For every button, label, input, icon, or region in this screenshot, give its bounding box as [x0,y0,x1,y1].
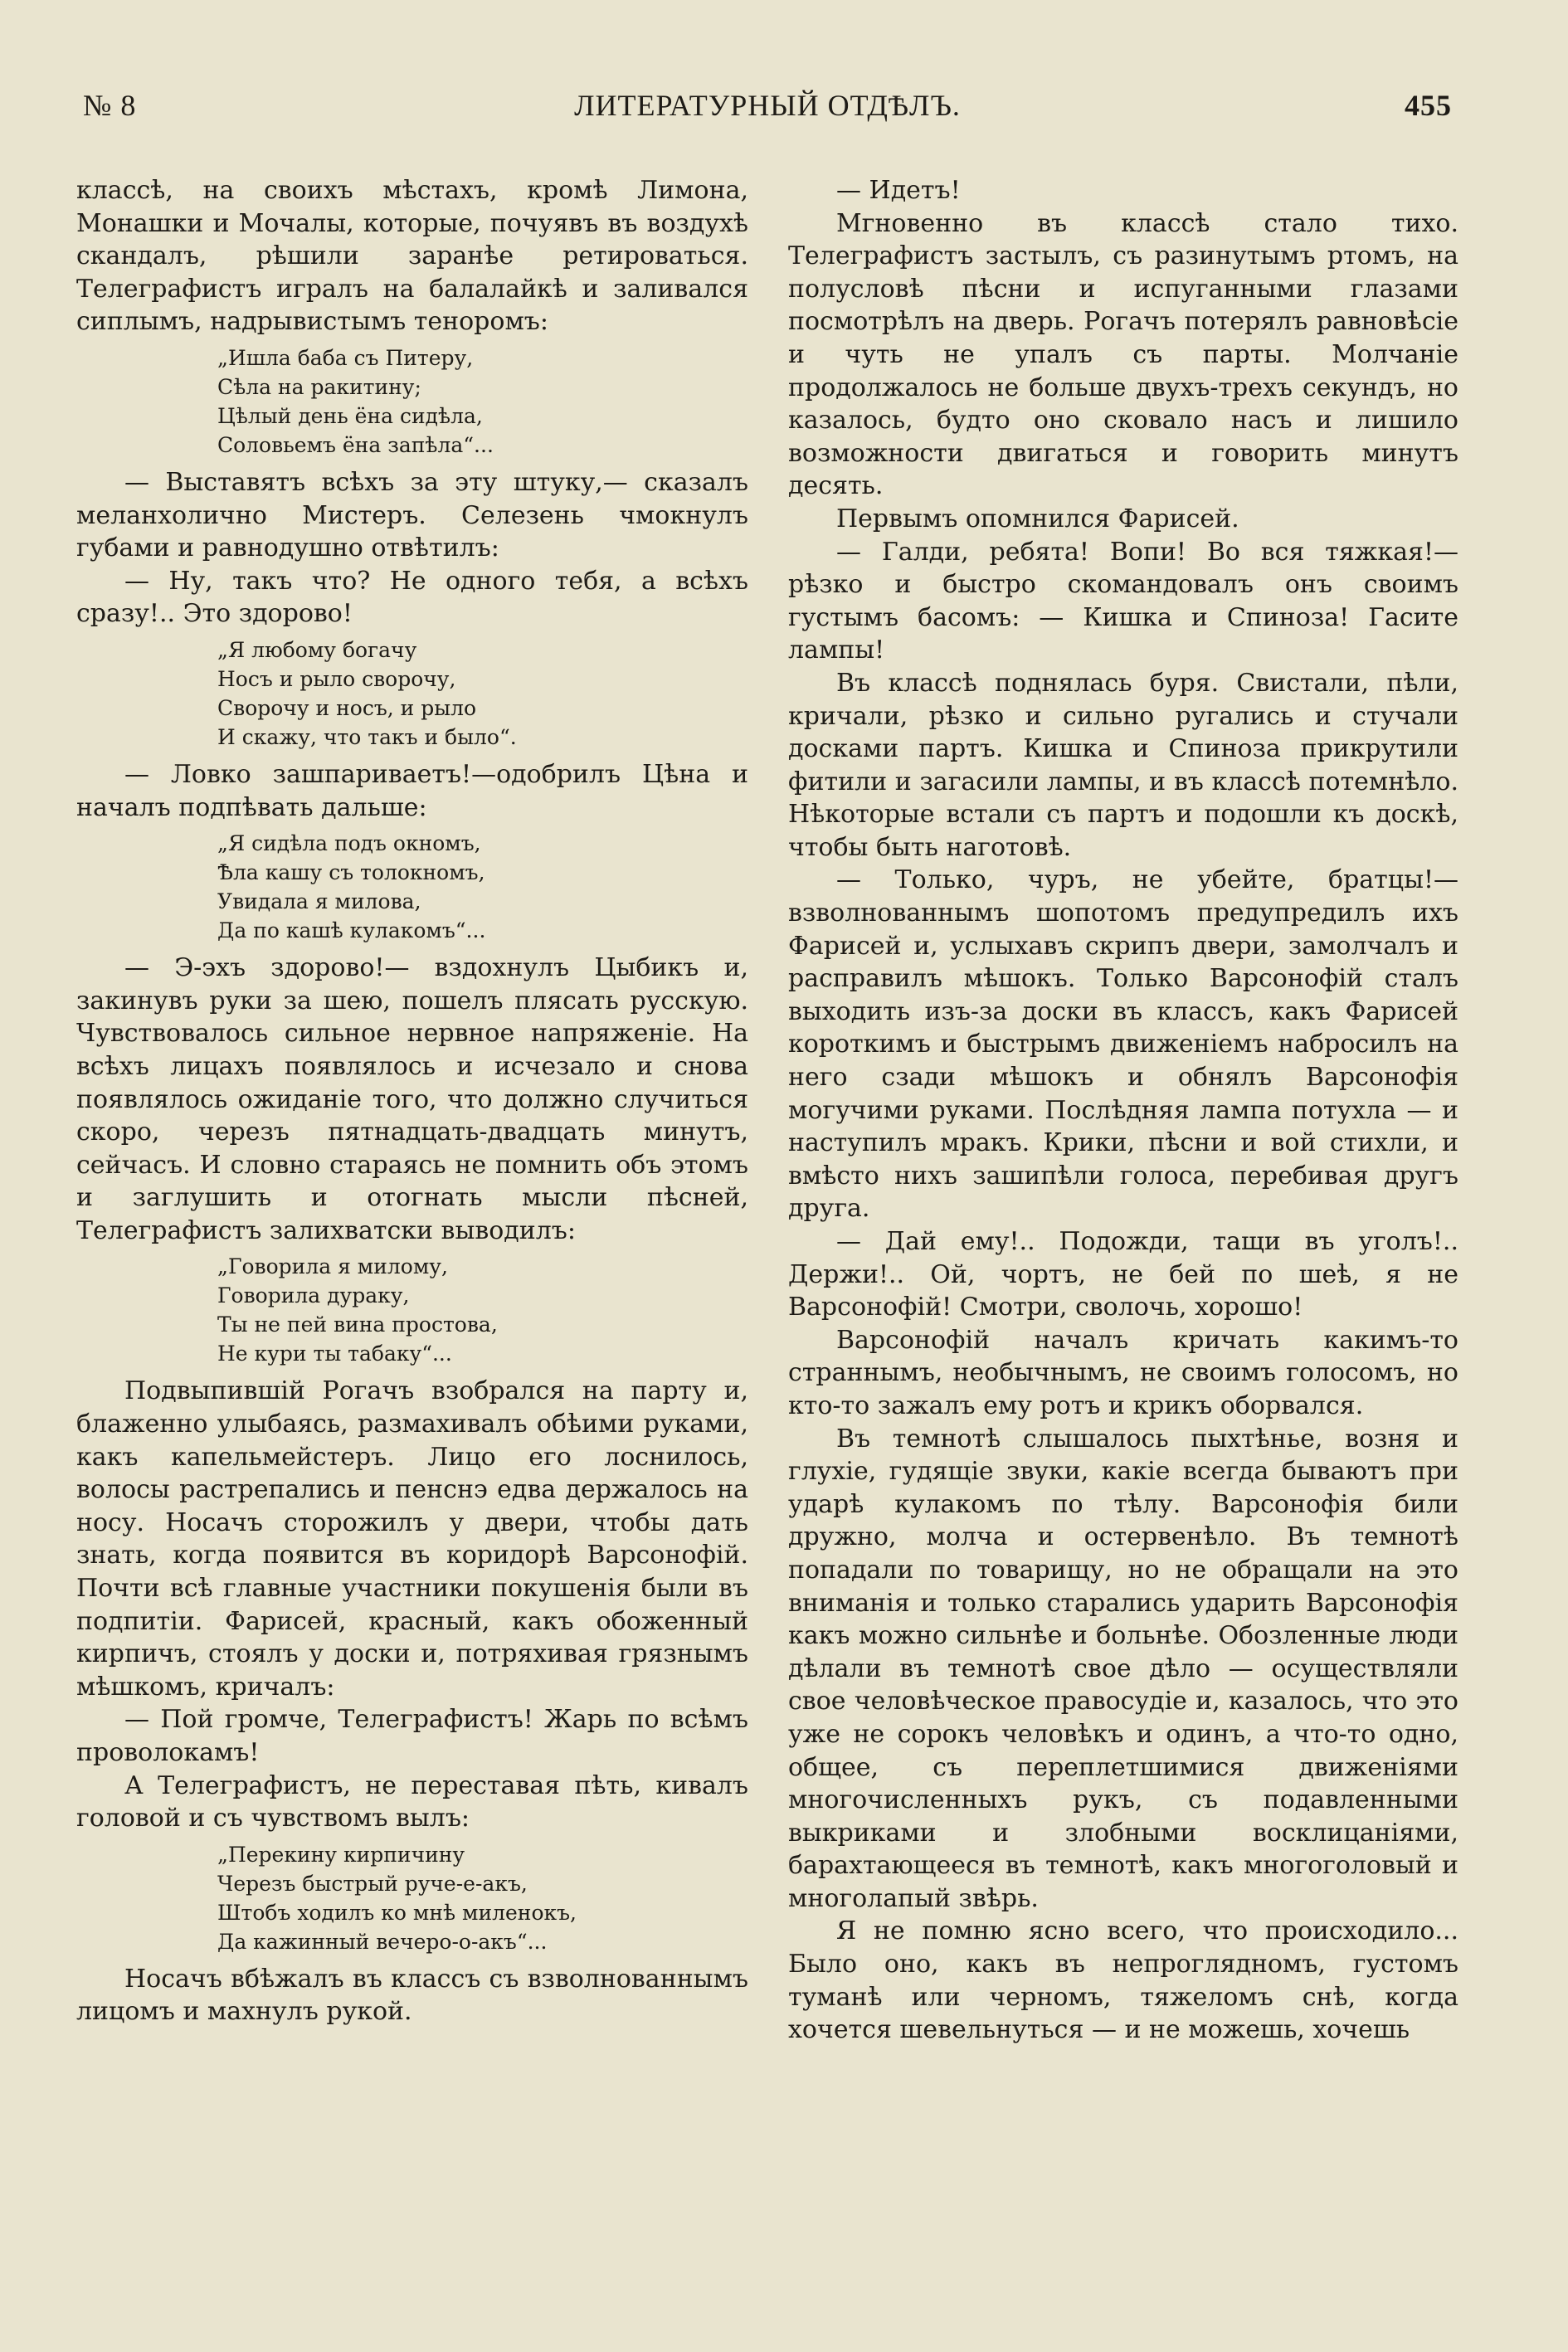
paragraph: — Дай ему!.. Подожди, тащи въ уголъ!.. Держи!.. Ой, чортъ, не бей по шеѣ, я не Варсонофій! Смотри, сволочь, хорошо! [788,1227,1458,1322]
running-header [83,88,1452,131]
paragraph: — Ну, такъ что? Не одного тебя, а всѣхъ сразу!.. Это здорово! [76,566,748,629]
paragraph: Носачъ вбѣжалъ въ классъ съ взволнованнымъ лицомъ и махнулъ рукой. [76,1964,748,2027]
paragraph: Мгновенно въ классѣ стало тихо. Телеграфистъ застылъ, съ разинутымъ ртомъ, на полусловѣ пѣсни и испуганными глазами посмотрѣлъ на дверь. Рогачъ потерялъ равновѣсіе и чуть не упалъ съ парты. Молчаніе продолжалось не больше двухъ-трехъ секундъ, но казалось, будто оно сковало насъ и лишило возможности двигаться и говорить минутъ десять. [788,208,1458,501]
verse-line: Ѣла кашу съ толокномъ, [217,860,485,885]
page-number: 455 [1405,89,1452,122]
paragraph: классѣ, на своихъ мѣстахъ, кромѣ Лимона, Монашки и Мочалы, которые, почуявъ въ воздухѣ скандалъ, рѣшили заранѣе ретироваться. Телеграфистъ игралъ на балалайкѣ и заливался сиплымъ, надрывистымъ теноромъ: [76,176,748,337]
verse-line: „Я сидѣла подъ окномъ, [217,831,481,856]
right-column [788,174,1458,2340]
paragraph: А Телеграфистъ, не переставая пѣть, кивалъ головой и съ чувствомъ вылъ: [76,1770,748,1833]
paragraph: Я не помню ясно всего, что происходило... Было оно, какъ въ непроглядномъ, густомъ туманѣ или черномъ, тяжеломъ снѣ, когда хочется шевельнуться — и не можешь, хочешь [788,1916,1458,2045]
verse-line: Увидала я милова, [217,889,421,914]
verse-line: Соловьемъ ёна запѣла“... [217,432,494,457]
paragraph: Подвыпившій Рогачъ взобрался на парту и, блаженно улыбаясь, размахивалъ обѣими руками, какъ капельмейстеръ. Лицо его лоснилось, волосы растрепались и пенснэ едва держалось на носу. Носачъ сторожилъ у двери, чтобы дать знать, когда появится въ коридорѣ Варсонофій. Почти всѣ главные участники покушенія были въ подпитіи. Фарисей, красный, какъ обоженный кирпичъ, стоялъ у доски и, потряхивая грязнымъ мѣшкомъ, кричалъ: [76,1376,748,1702]
paragraph: Въ классѣ поднялась буря. Свистали, пѣли, кричали, рѣзко и сильно ругались и стучали досками партъ. Кишка и Спиноза прикрутили фитили и загасили лампы, и въ классѣ потемнѣло. Нѣкоторые встали съ партъ и подошли къ доскѣ, чтобы быть наготовѣ. [788,668,1458,862]
verse-line: Сѣла на ракитину; [217,374,421,399]
paragraph: — Э-эхъ здорово!— вздохнулъ Цыбикъ и, закинувъ руки за шею, пошелъ плясать русскую. Чувствовалось сильное нервное напряженіе. На всѣхъ лицахъ появлялось и исчезало и снова появлялось ожиданіе того, что должно случиться скоро, черезъ пятнадцать-двадцать минутъ, сейчасъ. И словно стараясь не помнить объ этомъ и заглушить и отогнать мысли пѣсней, Телеграфистъ залихватски выводилъ: [76,953,748,1245]
verse-line: Штобъ ходилъ ко мнѣ миленокъ, [217,1900,577,1925]
paragraph: — Пой громче, Телеграфистъ! Жарь по всѣмъ проволокамъ! [76,1705,748,1767]
paragraph: Первымъ опомнился Фарисей. [836,504,1239,533]
left-column [76,174,748,2340]
verse-line: „Говорила я милому, [217,1254,448,1279]
verse-line: „Перекину кирпичину [217,1842,465,1867]
paragraph: — Идетъ! [836,176,961,205]
issue-number: № 8 [83,89,137,122]
paragraph: — Ловко зашпариваетъ!—одобрилъ Цѣна и началъ подпѣвать дальше: [76,759,748,822]
verse-line: Да кажинный вечеро-о-акъ“... [217,1929,548,1954]
paragraph: — Выставятъ всѣхъ за эту штуку,— сказалъ меланхолично Мистеръ. Селезень чмокнулъ губами и равнодушно отвѣтилъ: [76,467,748,563]
verse-stanza [217,343,748,460]
verse-line: Не кури ты табаку“... [217,1342,452,1366]
section-title: ЛИТЕРАТУРНЫЙ ОТДѢЛЪ. [574,89,961,122]
verse-line: Говорила дураку, [217,1283,410,1308]
verse-stanza [217,1840,748,1956]
paragraph: Въ темнотѣ слышалось пыхтѣнье, возня и глухіе, гудящіе звуки, какіе всегда бываютъ при ударѣ кулакомъ по тѣлу. Варсонофія били дружно, молча и остервенѣло. Въ темнотѣ попадали по товарищу, но не обращали на это вниманія и только старались ударить Варсонофія какъ можно сильнѣе и больнѣе. Обозленные люди дѣлали въ темнотѣ свое дѣло — осуществляли свое человѣческое правосудіе и, казалось, что это уже не сорокъ человѣкъ и одинъ, а что-то одно, общее, съ переплетшимися движеніями многочисленныхъ рукъ, съ подавленными выкриками и злобными восклицаніями, барахтающееся въ темнотѣ, какъ многоголовый и многолапый звѣрь. [788,1424,1458,1913]
verse-line: „Ишла баба съ Питеру, [217,345,474,370]
verse-line: Сворочу и носъ, и рыло [217,695,477,720]
verse-line: Цѣлый день ёна сидѣла, [217,403,483,428]
verse-line: „Я любому богачу [217,637,417,662]
verse-stanza [217,1252,748,1368]
paragraph: — Только, чуръ, не убейте, братцы!— взволнованнымъ шопотомъ предупредилъ ихъ Фарисей и, услыхавъ скрипъ двери, замолчалъ и расправилъ мѣшокъ. Только Варсонофій сталъ выходить изъ-за доски въ классъ, какъ Фарисей короткимъ и быстрымъ движеніемъ набросилъ на него сзади мѣшокъ и обнялъ Варсонофія могучими руками. Послѣдняя лампа потухла — и наступилъ мракъ. Крики, пѣсни и вой стихли, и вмѣсто нихъ зашипѣли голоса, перебивая другъ друга. [788,865,1458,1224]
verse-line: Черезъ быстрый руче-е-акъ, [217,1871,528,1896]
paragraph: — Галди, ребята! Вопи! Во вся тяжкая!— рѣзко и быстро скомандовалъ онъ своимъ густымъ басомъ: — Кишка и Спиноза! Гасите лампы! [788,537,1458,665]
verse-stanza [217,635,748,752]
verse-line: Да по кашѣ кулакомъ“... [217,918,486,943]
verse-line: И скажу, что такъ и было“. [217,724,517,749]
verse-line: Носъ и рыло сворочу, [217,666,456,691]
verse-line: Ты не пей вина простова, [217,1312,498,1337]
verse-stanza [217,829,748,945]
paragraph: Варсонофій началъ кричать какимъ-то страннымъ, необычнымъ, не своимъ голосомъ, но кто-то зажалъ ему ротъ и крикъ оборвался. [788,1325,1458,1420]
